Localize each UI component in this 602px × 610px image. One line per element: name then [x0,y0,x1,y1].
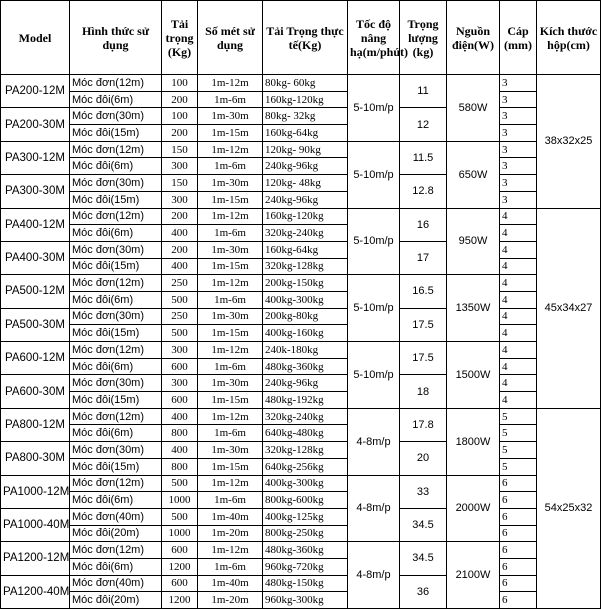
usage-type-cell: Móc đơn(12m) [70,408,162,425]
usage-type-cell: Móc đôi(6m) [70,225,162,242]
load-cell: 400 [162,225,198,242]
table-row [1,358,601,375]
load-cell: 500 [162,325,198,342]
load-cell: 300 [162,191,198,208]
table-row [1,575,601,592]
load-cell: 600 [162,358,198,375]
cable-cell: 4 [500,325,537,342]
usage-type-cell: Móc đơn(12m) [70,342,162,359]
actual-load-cell: 240kg-96kg [263,375,348,392]
usage-type-cell: Móc đơn(30m) [70,241,162,258]
weight-cell: 11 [400,75,447,108]
usage-type-cell: Móc đôi(20m) [70,592,162,609]
table-row [1,158,601,175]
cable-cell: 6 [500,508,537,525]
actual-load-cell: 320kg-128kg [263,442,348,459]
actual-load-cell: 240kg-96kg [263,191,348,208]
table-row [1,175,601,192]
header-power: Nguồn điện(W) [447,1,500,75]
meters-cell: 1m-15m [198,191,263,208]
cable-cell: 3 [500,75,537,92]
load-cell: 800 [162,425,198,442]
load-cell: 100 [162,75,198,92]
table-row [1,275,601,292]
load-cell: 200 [162,91,198,108]
actual-load-cell: 960kg-300kg [263,592,348,609]
usage-type-cell: Móc đơn(30m) [70,175,162,192]
meters-cell: 1m-12m [198,408,263,425]
actual-load-cell: 480kg-192kg [263,392,348,409]
cable-cell: 6 [500,592,537,609]
cable-cell: 6 [500,492,537,509]
model-cell: PA400-12M [1,208,70,241]
meters-cell: 1m-6m [198,358,263,375]
model-cell: PA500-12M [1,275,70,308]
table-row [1,375,601,392]
header-box-size: Kích thước hộp(cm) [537,1,601,75]
load-cell: 250 [162,308,198,325]
meters-cell: 1m-20m [198,592,263,609]
actual-load-cell: 320kg-128kg [263,258,348,275]
cable-cell: 5 [500,425,537,442]
weight-cell: 12.8 [400,175,447,208]
power-cell: 2000W [447,475,500,542]
speed-cell: 5-10m/p [348,75,400,142]
usage-type-cell: Móc đơn(30m) [70,108,162,125]
load-cell: 300 [162,375,198,392]
usage-type-cell: Móc đôi(20m) [70,525,162,542]
table-row [1,241,601,258]
speed-cell: 4-8m/p [348,408,400,475]
meters-cell: 1m-6m [198,158,263,175]
table-row [1,542,601,559]
cable-cell: 4 [500,258,537,275]
usage-type-cell: Móc đơn(40m) [70,575,162,592]
table-row [1,91,601,108]
cable-cell: 3 [500,108,537,125]
actual-load-cell: 320kg-240kg [263,225,348,242]
model-cell: PA1000-40M [1,508,70,541]
meters-cell: 1m-30m [198,175,263,192]
model-cell: PA1000-12M [1,475,70,508]
weight-cell: 11.5 [400,141,447,174]
load-cell: 1000 [162,492,198,509]
header-model: Model [1,1,70,75]
box-size-cell: 54x25x32 [537,408,601,608]
table-row [1,558,601,575]
weight-cell: 33 [400,475,447,508]
usage-type-cell: Móc đơn(12m) [70,475,162,492]
usage-type-cell: Móc đơn(12m) [70,542,162,559]
meters-cell: 1m-12m [198,542,263,559]
cable-cell: 3 [500,125,537,142]
actual-load-cell: 80kg- 32kg [263,108,348,125]
weight-cell: 17.5 [400,308,447,341]
model-cell: PA300-12M [1,141,70,174]
header-load: Tải trọng (Kg) [162,1,198,75]
header-speed: Tốc độ nâng hạ(m/phút) [348,1,400,75]
cable-cell: 4 [500,342,537,359]
cable-cell: 6 [500,575,537,592]
meters-cell: 1m-12m [198,208,263,225]
meters-cell: 1m-15m [198,458,263,475]
actual-load-cell: 80kg- 60kg [263,75,348,92]
load-cell: 800 [162,458,198,475]
meters-cell: 1m-12m [198,475,263,492]
meters-cell: 1m-30m [198,241,263,258]
speed-cell: 4-8m/p [348,475,400,542]
usage-type-cell: Móc đôi(15m) [70,325,162,342]
table-row [1,125,601,142]
power-cell: 1800W [447,408,500,475]
load-cell: 1200 [162,592,198,609]
model-cell: PA200-12M [1,75,70,108]
actual-load-cell: 480kg-360kg [263,358,348,375]
usage-type-cell: Móc đôi(6m) [70,158,162,175]
meters-cell: 1m-40m [198,575,263,592]
weight-cell: 20 [400,442,447,475]
load-cell: 500 [162,475,198,492]
power-cell: 580W [447,75,500,142]
actual-load-cell: 400kg-125kg [263,508,348,525]
meters-cell: 1m-6m [198,225,263,242]
meters-cell: 1m-12m [198,141,263,158]
speed-cell: 5-10m/p [348,342,400,409]
weight-cell: 36 [400,575,447,608]
meters-cell: 1m-15m [198,392,263,409]
cable-cell: 3 [500,175,537,192]
load-cell: 200 [162,208,198,225]
table-row [1,392,601,409]
load-cell: 150 [162,141,198,158]
box-size-cell: 45x34x27 [537,208,601,408]
model-cell: PA500-30M [1,308,70,341]
actual-load-cell: 800kg-250kg [263,525,348,542]
model-cell: PA1200-12M [1,542,70,575]
usage-type-cell: Móc đôi(6m) [70,425,162,442]
table-row [1,408,601,425]
usage-type-cell: Móc đơn(30m) [70,442,162,459]
table-row [1,208,601,225]
load-cell: 1200 [162,558,198,575]
usage-type-cell: Móc đơn(12m) [70,208,162,225]
load-cell: 500 [162,291,198,308]
usage-type-cell: Móc đôi(15m) [70,458,162,475]
usage-type-cell: Móc đôi(15m) [70,125,162,142]
box-size-cell: 38x32x25 [537,75,601,209]
cable-cell: 3 [500,191,537,208]
cable-cell: 3 [500,158,537,175]
load-cell: 500 [162,508,198,525]
meters-cell: 1m-40m [198,508,263,525]
table-row [1,458,601,475]
model-cell: PA1200-40M [1,575,70,608]
load-cell: 600 [162,392,198,409]
weight-cell: 17 [400,241,447,274]
load-cell: 600 [162,542,198,559]
weight-cell: 34.5 [400,542,447,575]
meters-cell: 1m-15m [198,258,263,275]
usage-type-cell: Móc đôi(15m) [70,258,162,275]
usage-type-cell: Móc đơn(30m) [70,308,162,325]
cable-cell: 4 [500,358,537,375]
usage-type-cell: Móc đơn(12m) [70,275,162,292]
table-row [1,525,601,542]
speed-cell: 5-10m/p [348,275,400,342]
cable-cell: 3 [500,91,537,108]
cable-cell: 4 [500,375,537,392]
table-row [1,291,601,308]
model-cell: PA600-30M [1,375,70,408]
actual-load-cell: 160kg-64kg [263,125,348,142]
meters-cell: 1m-6m [198,291,263,308]
table-row [1,425,601,442]
cable-cell: 6 [500,525,537,542]
speed-cell: 4-8m/p [348,542,400,609]
usage-type-cell: Móc đôi(6m) [70,358,162,375]
header-meters: Số mét sử dụng [198,1,263,75]
table-row [1,342,601,359]
meters-cell: 1m-12m [198,342,263,359]
actual-load-cell: 640kg-256kg [263,458,348,475]
actual-load-cell: 400kg-300kg [263,475,348,492]
load-cell: 250 [162,275,198,292]
actual-load-cell: 240k-180kg [263,342,348,359]
weight-cell: 34.5 [400,508,447,541]
table-row [1,308,601,325]
power-cell: 1500W [447,342,500,409]
meters-cell: 1m-12m [198,275,263,292]
actual-load-cell: 320kg-240kg [263,408,348,425]
usage-type-cell: Móc đôi(6m) [70,558,162,575]
actual-load-cell: 240kg-96kg [263,158,348,175]
model-cell: PA300-30M [1,175,70,208]
actual-load-cell: 480kg-360kg [263,542,348,559]
meters-cell: 1m-30m [198,108,263,125]
speed-cell: 5-10m/p [348,208,400,275]
meters-cell: 1m-30m [198,375,263,392]
table-row [1,141,601,158]
usage-type-cell: Móc đơn(12m) [70,75,162,92]
table-row [1,492,601,509]
power-cell: 650W [447,141,500,208]
usage-type-cell: Móc đơn(40m) [70,508,162,525]
table-row [1,258,601,275]
actual-load-cell: 400kg-160kg [263,325,348,342]
cable-cell: 4 [500,208,537,225]
table-row [1,75,601,92]
cable-cell: 4 [500,241,537,258]
usage-type-cell: Móc đơn(12m) [70,141,162,158]
table-row [1,108,601,125]
cable-cell: 6 [500,558,537,575]
meters-cell: 1m-30m [198,442,263,459]
meters-cell: 1m-15m [198,325,263,342]
load-cell: 100 [162,108,198,125]
header-weight: Trọng lượng (kg) [400,1,447,75]
table-row [1,592,601,609]
usage-type-cell: Móc đôi(6m) [70,91,162,108]
weight-cell: 17.5 [400,342,447,375]
header-actual-load: Tải Trọng thực tế(Kg) [263,1,348,75]
cable-cell: 3 [500,141,537,158]
load-cell: 200 [162,241,198,258]
load-cell: 300 [162,158,198,175]
cable-cell: 4 [500,291,537,308]
weight-cell: 12 [400,108,447,141]
table-row [1,475,601,492]
actual-load-cell: 200kg-150kg [263,275,348,292]
cable-cell: 5 [500,458,537,475]
meters-cell: 1m-12m [198,75,263,92]
table-body [1,75,601,609]
model-cell: PA200-30M [1,108,70,141]
load-cell: 200 [162,125,198,142]
load-cell: 400 [162,442,198,459]
usage-type-cell: Móc đôi(15m) [70,392,162,409]
actual-load-cell: 640kg-480kg [263,425,348,442]
power-cell: 950W [447,208,500,275]
meters-cell: 1m-15m [198,125,263,142]
header-usage-type: Hình thức sử dụng [70,1,162,75]
cable-cell: 4 [500,275,537,292]
power-cell: 2100W [447,542,500,609]
usage-type-cell: Móc đôi(15m) [70,191,162,208]
actual-load-cell: 120kg- 90kg [263,141,348,158]
actual-load-cell: 960kg-720kg [263,558,348,575]
load-cell: 1000 [162,525,198,542]
usage-type-cell: Móc đôi(6m) [70,291,162,308]
model-cell: PA600-12M [1,342,70,375]
actual-load-cell: 160kg-64kg [263,241,348,258]
table-row [1,442,601,459]
load-cell: 400 [162,408,198,425]
usage-type-cell: Móc đôi(6m) [70,492,162,509]
speed-cell: 5-10m/p [348,141,400,208]
cable-cell: 4 [500,392,537,409]
load-cell: 300 [162,342,198,359]
actual-load-cell: 120kg- 48kg [263,175,348,192]
weight-cell: 17.8 [400,408,447,441]
cable-cell: 4 [500,308,537,325]
header-row [1,1,601,75]
table-row [1,191,601,208]
weight-cell: 18 [400,375,447,408]
model-cell: PA800-12M [1,408,70,441]
power-cell: 1350W [447,275,500,342]
actual-load-cell: 480kg-150kg [263,575,348,592]
cable-cell: 6 [500,542,537,559]
cable-cell: 5 [500,408,537,425]
actual-load-cell: 160kg-120kg [263,208,348,225]
weight-cell: 16 [400,208,447,241]
header-cable: Cáp (mm) [500,1,537,75]
actual-load-cell: 800kg-600kg [263,492,348,509]
meters-cell: 1m-6m [198,425,263,442]
model-cell: PA400-30M [1,241,70,274]
cable-cell: 4 [500,225,537,242]
cable-cell: 5 [500,442,537,459]
actual-load-cell: 160kg-120kg [263,91,348,108]
usage-type-cell: Móc đơn(30m) [70,375,162,392]
weight-cell: 16.5 [400,275,447,308]
meters-cell: 1m-6m [198,558,263,575]
meters-cell: 1m-20m [198,525,263,542]
table-row [1,325,601,342]
meters-cell: 1m-6m [198,91,263,108]
actual-load-cell: 400kg-300kg [263,291,348,308]
table-row [1,508,601,525]
load-cell: 600 [162,575,198,592]
load-cell: 400 [162,258,198,275]
cable-cell: 6 [500,475,537,492]
actual-load-cell: 200kg-80kg [263,308,348,325]
load-cell: 150 [162,175,198,192]
meters-cell: 1m-30m [198,308,263,325]
table-row [1,225,601,242]
model-cell: PA800-30M [1,442,70,475]
meters-cell: 1m-6m [198,492,263,509]
